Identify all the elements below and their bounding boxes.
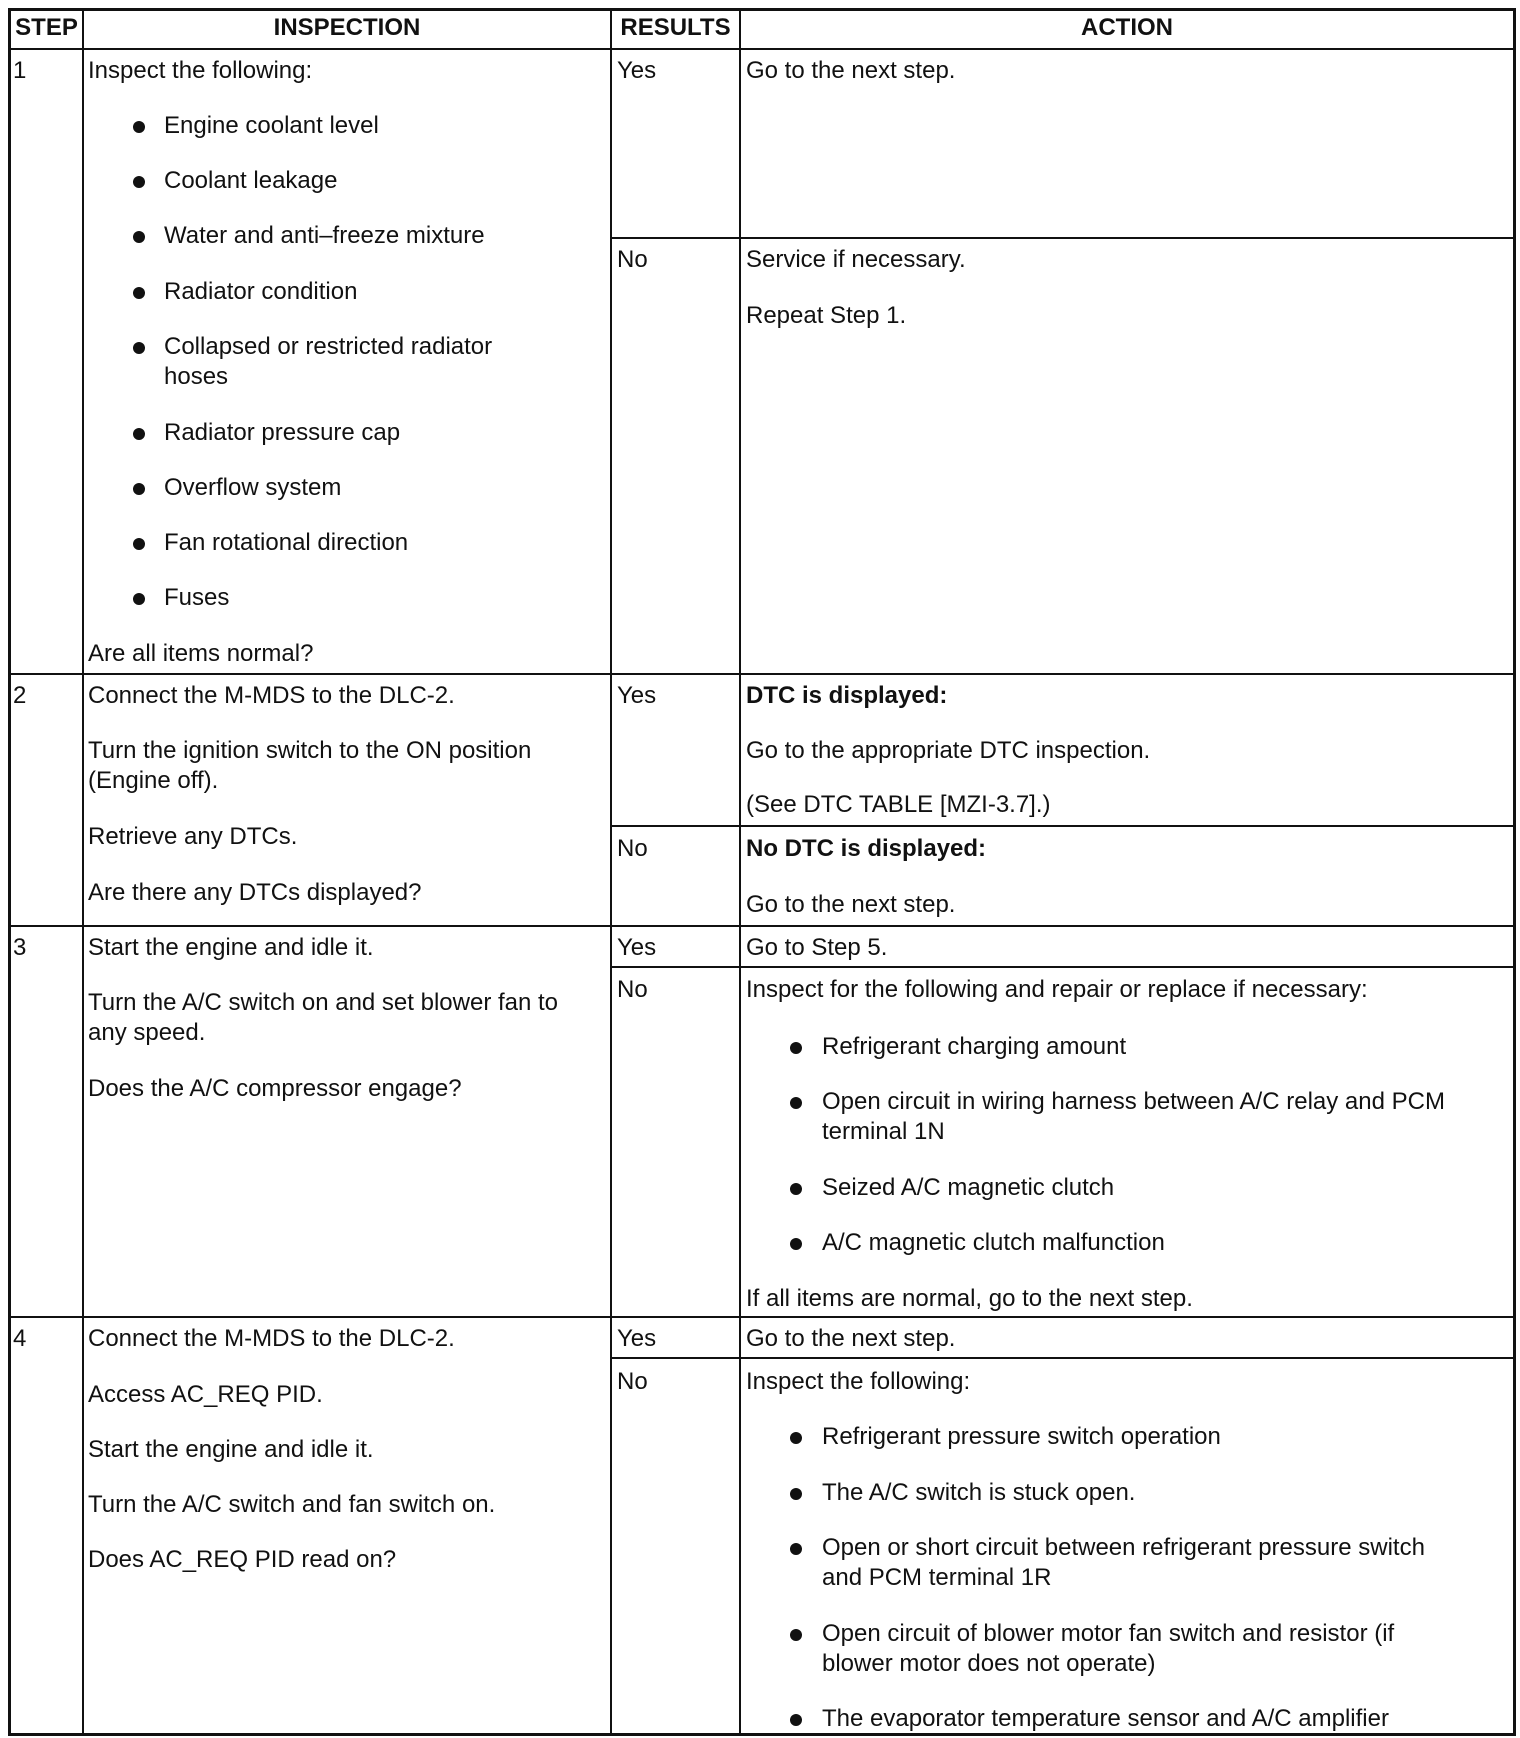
inspection-text: Start the engine and idle it. [88,1436,374,1463]
action-item-continued: blower motor does not operate) [822,1650,1156,1677]
action-item: Open or short circuit between refrigerant pressure switch [822,1534,1425,1561]
result-yes: Yes [617,934,657,961]
action-item: The evaporator temperature sensor and A/C amplifier [822,1705,1389,1732]
inspection-text: (Engine off). [88,767,219,794]
header-action: ACTION [1081,14,1173,41]
bullet-icon [790,1543,802,1555]
bullet-icon [790,1714,802,1726]
inspection-text: Access AC_REQ PID. [88,1381,323,1408]
column-divider-step [82,8,84,1736]
inspection-text: Start the engine and idle it. [88,934,374,961]
inspection-item: Radiator pressure cap [164,419,401,446]
header-step: STEP [15,14,78,41]
action-item: The A/C switch is stuck open. [822,1479,1136,1506]
bullet-icon [133,428,145,440]
step-number: 2 [13,682,27,709]
inspection-item: Fan rotational direction [164,529,409,556]
bullet-icon [790,1629,802,1641]
action-item: Seized A/C magnetic clutch [822,1174,1115,1201]
result-no: No [617,246,648,273]
yes-no-divider-4 [610,1357,1516,1359]
inspection-item: Water and anti–freeze mixture [164,222,485,249]
row-divider-1-2 [8,673,1516,675]
row-divider-3-4 [8,1316,1516,1318]
action-heading: DTC is displayed: [746,682,948,709]
bullet-icon [133,593,145,605]
action-item: Open circuit of blower motor fan switch and resistor (if [822,1620,1395,1647]
result-no: No [617,835,648,862]
result-yes: Yes [617,57,657,84]
inspection-item: Overflow system [164,474,342,501]
bullet-icon [790,1183,802,1195]
inspection-text: Turn the ignition switch to the ON position [88,737,532,764]
action-intro: Inspect the following: [746,1368,971,1395]
action-item: A/C magnetic clutch malfunction [822,1229,1165,1256]
bullet-icon [133,538,145,550]
bullet-icon [790,1238,802,1250]
inspection-item-continued: hoses [164,363,229,390]
bullet-icon [133,231,145,243]
action-text: Go to the next step. [746,1325,956,1352]
action-item-continued: and PCM terminal 1R [822,1564,1052,1591]
action-item: Refrigerant charging amount [822,1033,1127,1060]
inspection-text: Turn the A/C switch on and set blower fan to [88,989,559,1016]
inspection-item: Coolant leakage [164,167,338,194]
action-item: Open circuit in wiring harness between A/C relay and PCM [822,1088,1445,1115]
action-text: Go to the next step. [746,57,956,84]
column-divider-inspection [610,8,612,1736]
action-text: Service if necessary. [746,246,966,273]
inspection-intro: Inspect the following: [88,57,313,84]
header-results: RESULTS [620,14,731,41]
result-no: No [617,1368,648,1395]
bullet-icon [133,176,145,188]
inspection-item: Radiator condition [164,278,358,305]
inspection-question: Are all items normal? [88,640,314,667]
inspection-item: Collapsed or restricted radiator [164,333,493,360]
action-text: Go to the appropriate DTC inspection. [746,737,1151,764]
action-heading: No DTC is displayed: [746,835,987,862]
header-divider [8,48,1516,50]
bullet-icon [790,1097,802,1109]
bullet-icon [133,483,145,495]
inspection-question: Does the A/C compressor engage? [88,1075,462,1102]
action-intro: Inspect for the following and repair or replace if necessary: [746,976,1368,1003]
row-divider-2-3 [8,925,1516,927]
inspection-text: Connect the M-MDS to the DLC-2. [88,1325,455,1352]
step-number: 3 [13,934,27,961]
table-border-left [8,8,11,1736]
bullet-icon [133,342,145,354]
inspection-text: any speed. [88,1019,206,1046]
yes-no-divider-1 [610,237,1516,239]
action-outro: If all items are normal, go to the next step. [746,1285,1193,1312]
yes-no-divider-3 [610,966,1516,968]
inspection-item: Fuses [164,584,230,611]
action-text: (See DTC TABLE [MZI-3.7].) [746,791,1051,818]
action-text: Go to Step 5. [746,934,888,961]
action-text: Repeat Step 1. [746,302,907,329]
table-border-right [1513,8,1516,1736]
yes-no-divider-2 [610,825,1516,827]
result-yes: Yes [617,682,657,709]
step-number: 1 [13,57,27,84]
bullet-icon [790,1042,802,1054]
inspection-question: Does AC_REQ PID read on? [88,1546,397,1573]
inspection-question: Are there any DTCs displayed? [88,879,422,906]
result-no: No [617,976,648,1003]
bullet-icon [790,1488,802,1500]
bullet-icon [133,121,145,133]
result-yes: Yes [617,1325,657,1352]
inspection-text: Retrieve any DTCs. [88,823,298,850]
header-inspection: INSPECTION [273,14,421,41]
inspection-text: Turn the A/C switch and fan switch on. [88,1491,496,1518]
inspection-text: Connect the M-MDS to the DLC-2. [88,682,455,709]
inspection-item: Engine coolant level [164,112,379,139]
action-item-continued: terminal 1N [822,1118,945,1145]
bullet-icon [133,287,145,299]
action-text: Go to the next step. [746,891,956,918]
step-number: 4 [13,1325,27,1352]
action-item: Refrigerant pressure switch operation [822,1423,1221,1450]
table-border-top [8,8,1516,11]
column-divider-results [739,8,741,1736]
bullet-icon [790,1432,802,1444]
